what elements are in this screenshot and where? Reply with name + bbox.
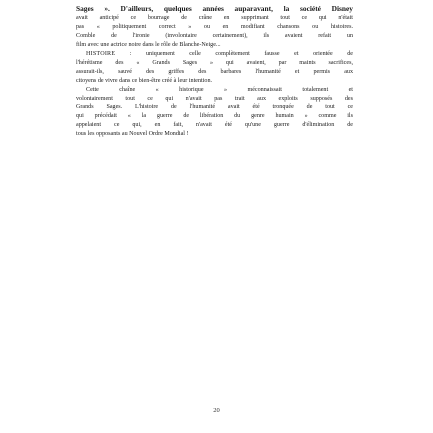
text-line: appelaient ce qui, en fait, n'avait été qu'une guerre d'élimination de <box>76 122 353 129</box>
section-label-histoire: HISTOIRE <box>86 50 116 57</box>
text-line: assurait-ils, sauvé des griffes des barbares l'humanité et permis aux <box>76 68 353 75</box>
text-line: tous les opposants au Nouvel Ordre Mondial ! <box>76 131 189 138</box>
text-line: l'hérétisme des « Grands Sages » qui avaient, par maints sacrifices, <box>76 59 353 66</box>
page-number: 20 <box>213 407 220 414</box>
text-line: avait anticipé ce bourrage de crâne en supprimant tout ce qui n'était <box>76 14 353 21</box>
text-line: Sages ». D'ailleurs, quelques années auparavant, la société Disney <box>76 5 353 13</box>
text-line: Comble de l'ironie (involontaire certainement), ils avaient refait un <box>76 32 353 39</box>
text-line: Cette chaîne « historique » méconnaissait totalement et <box>86 86 353 93</box>
text-line: Grands Sages. L'histoire de l'humanité avait été tronquée de tout ce <box>76 104 353 111</box>
text-line <box>76 50 353 59</box>
text-line: citoyens de vivre dans ce bien-être créé à leur intention. <box>76 77 213 84</box>
text-fragment: : uniquement celle complètement fausse et orientée de <box>115 50 353 57</box>
text-line: volontairement tout ce qui n'avait pas trait aux exploits supposés des <box>76 95 353 102</box>
text-line: film avec une actrice noire dans le rôle de Blanche-Neige... <box>76 41 221 48</box>
text-line: pas « politiquement correct » ou en modifiant chansons ou histoires. <box>76 23 353 30</box>
body-text <box>76 5 353 139</box>
text-line: qui précédait « la guerre de libération du genre humain » comme ils <box>76 113 353 120</box>
